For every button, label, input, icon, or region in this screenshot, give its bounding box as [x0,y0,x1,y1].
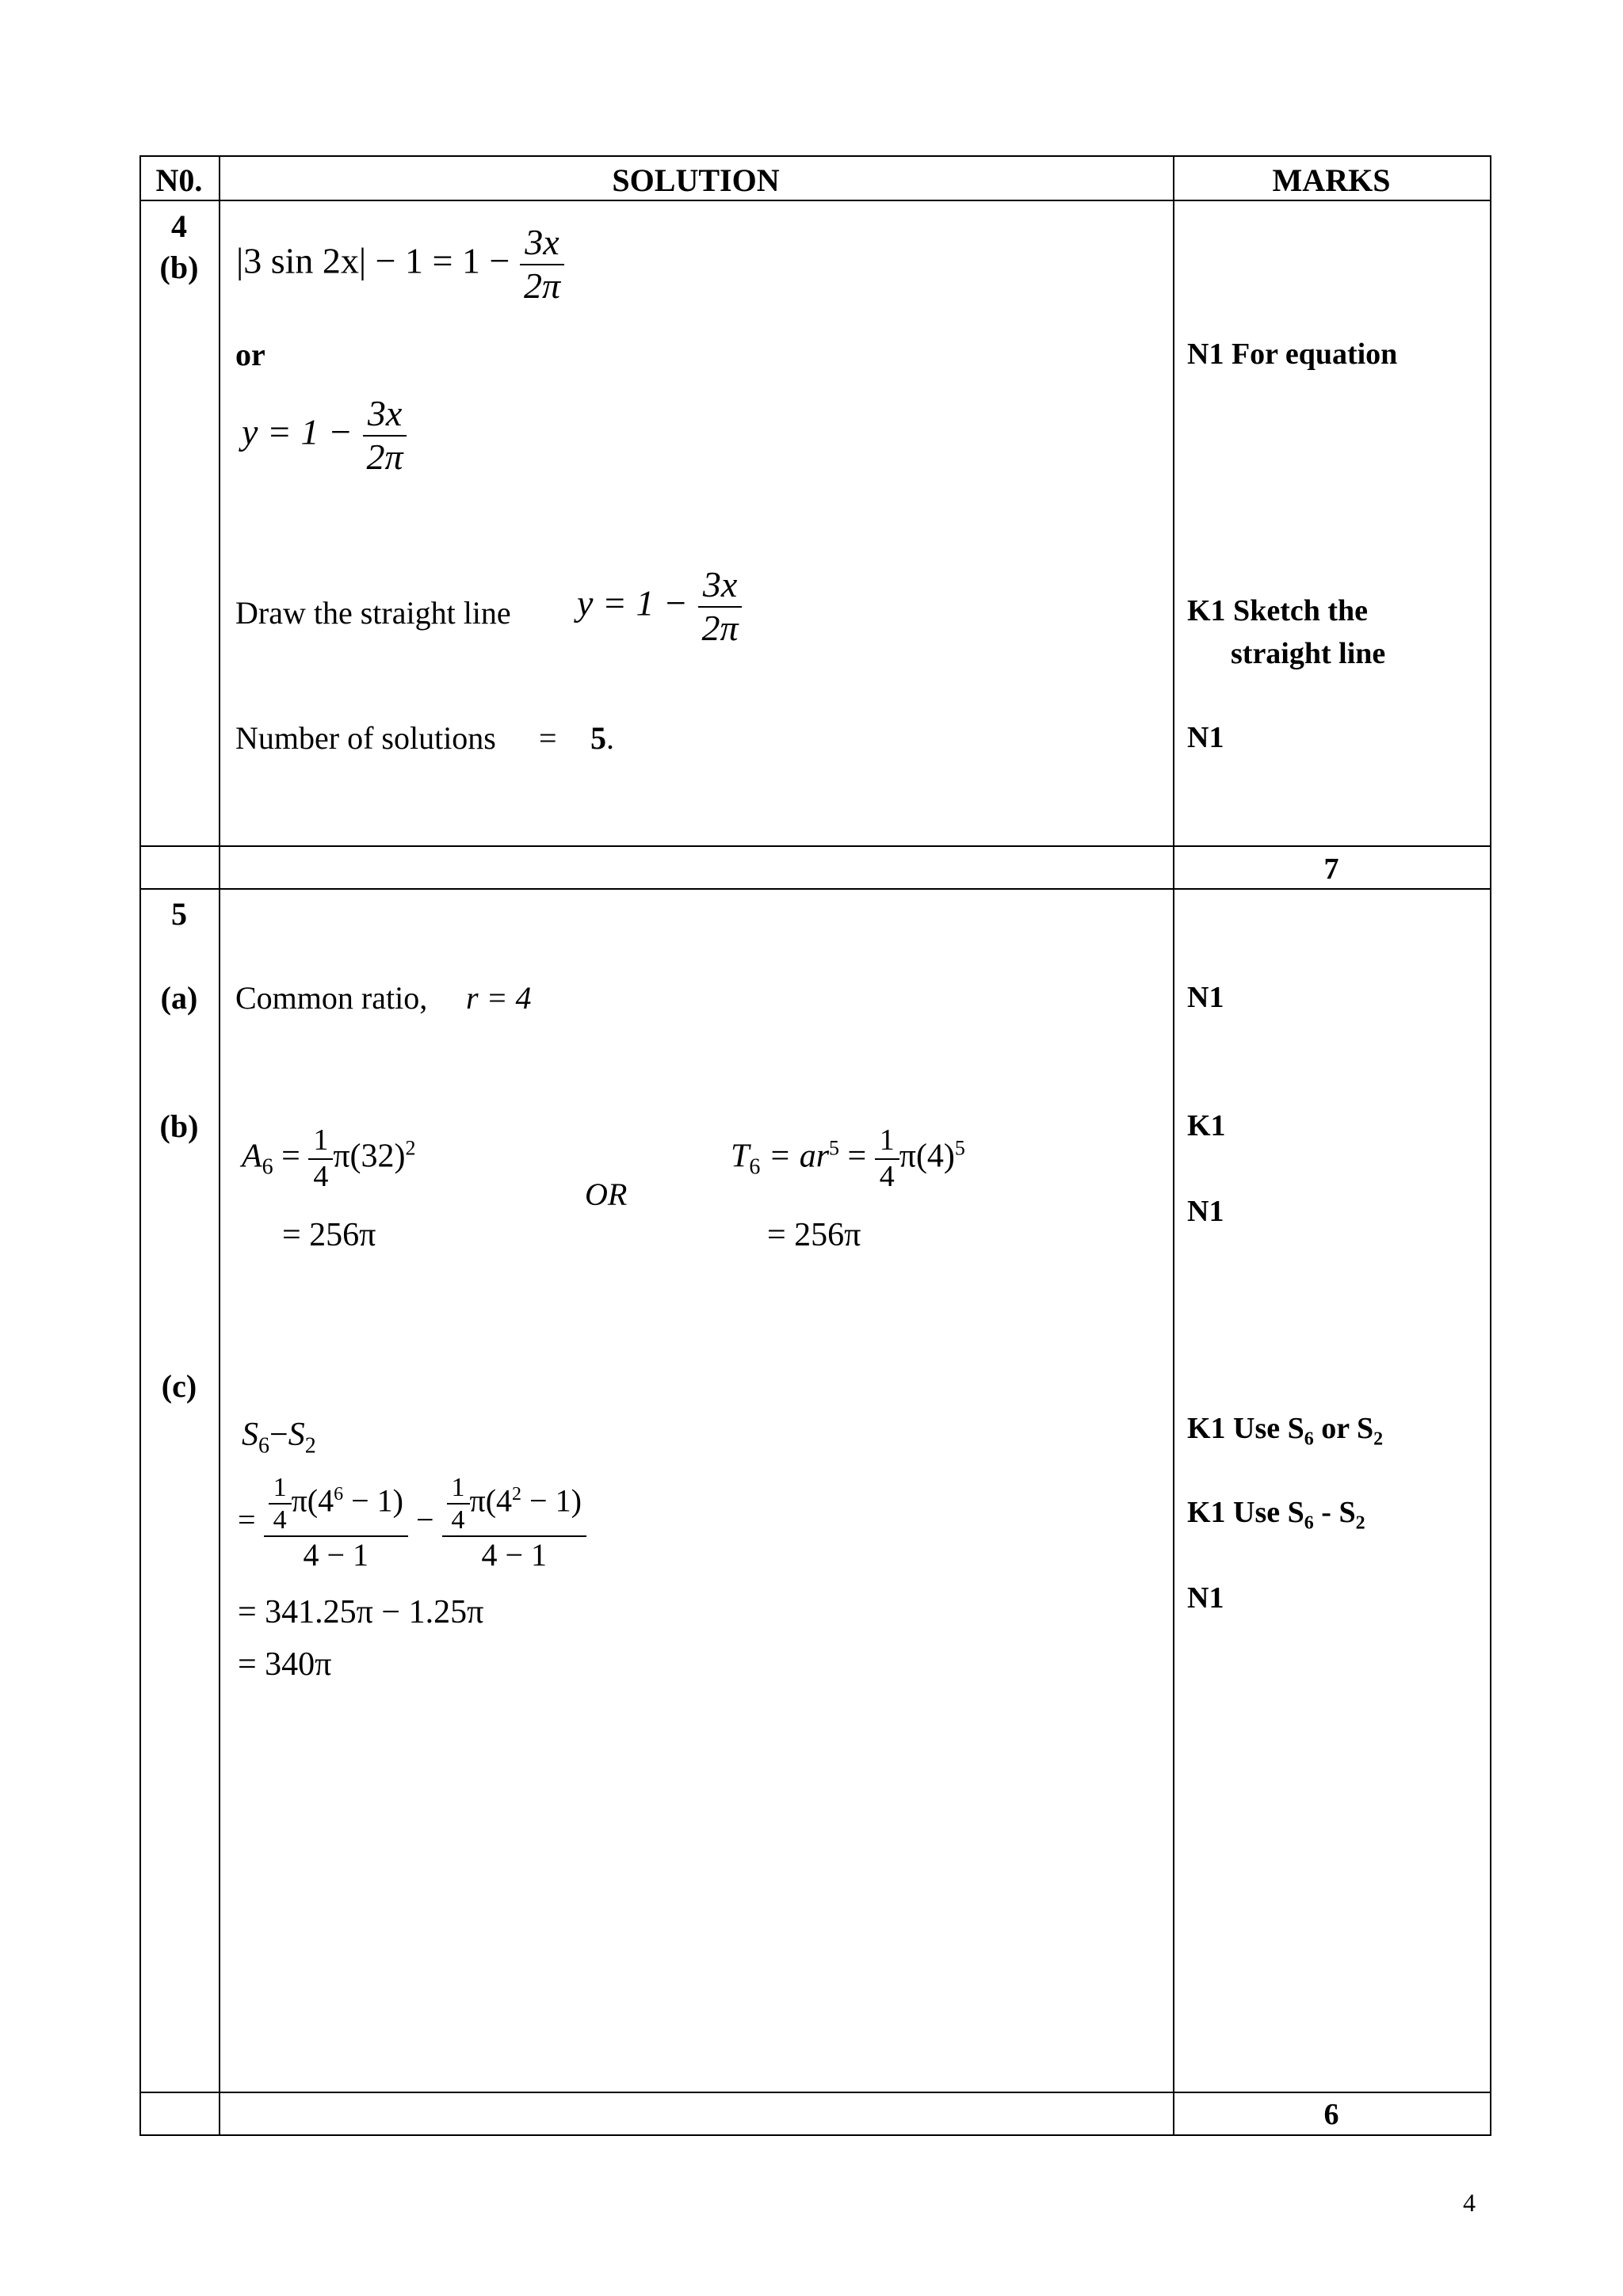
b-left-sub: 6 [262,1154,273,1180]
c-frac-2-tail: − 1) [521,1482,582,1519]
b-left-rest: π(32) [333,1138,406,1175]
c-minus-2: − [415,1501,434,1538]
header-no: N0. [155,162,203,198]
c-frac-1 [264,1472,408,1573]
q4-end-line [139,845,1491,847]
c-S6-sub: 6 [258,1433,269,1459]
column-divider-1 [219,155,220,2136]
c-frac-2-sup: 2 [512,1483,522,1505]
c-equals: = [238,1501,256,1538]
b-right-quarter [875,1123,899,1194]
b-right-rest: π(4) [899,1138,955,1175]
q4-total: 7 [1323,852,1339,886]
q4-number: 4 [171,208,187,244]
c-frac-2-rest: π(4 [469,1482,513,1519]
q5a-text: Common ratio, [235,980,428,1016]
eq2-fraction [362,393,408,479]
eq1-fraction [519,222,565,307]
eq3-denominator: 2π [701,607,739,648]
c-mark-1-text: K1 Use S [1187,1412,1304,1445]
solutions-dot: . [606,720,614,756]
c-frac-2 [442,1472,586,1573]
c-frac-2-one: 1 [447,1472,470,1505]
q5a-equation: r = 4 [466,980,532,1016]
eq1-numerator: 3x [520,222,563,265]
q4-solutions-value [590,720,614,756]
eq3-fraction [697,564,743,650]
table-border-bottom [139,2134,1491,2136]
b-right-T: T [731,1138,750,1175]
c-frac-1-den: 4 − 1 [303,1537,369,1573]
c-mark-2-text: K1 Use S [1187,1496,1304,1529]
c-frac-1-four: 4 [273,1505,287,1535]
c-frac-2-den: 4 − 1 [481,1537,548,1573]
c-mark-1-mid: or S [1313,1412,1374,1445]
q5-part-a: (a) [160,980,198,1016]
b-right-sup: 5 [829,1136,840,1160]
c-S6: S [242,1417,258,1453]
q5a-mark: N1 [1187,981,1224,1014]
solutions-number: 5 [590,720,606,756]
b-right-equals: = [847,1138,867,1175]
b-left-sup: 2 [405,1136,416,1160]
header-solution: SOLUTION [612,162,780,198]
b-left-four: 4 [313,1159,329,1193]
q4-draw-text: Draw the straight line [235,595,511,631]
table-border-left [139,155,141,2136]
c-mark-2-sub2: 2 [1355,1512,1365,1534]
q5-part-c: (c) [161,1368,197,1404]
b-left-A: A [242,1138,262,1175]
q5c-mark-1 [1187,1413,1383,1449]
c-mark-1-sub1: 6 [1304,1428,1314,1450]
q5b-or: OR [585,1177,628,1212]
q5c-line-3: = 341.25π − 1.25π [238,1594,484,1630]
q4-equation-3 [577,564,743,650]
q5-number: 5 [171,896,187,932]
c-frac-2-num [442,1472,586,1537]
table-border-top [139,155,1491,157]
eq2-lhs: y = 1 − [242,411,353,452]
b-left-equals: = [281,1138,300,1175]
eq3-lhs: y = 1 − [577,582,688,624]
b-left-one: 1 [308,1123,333,1160]
b-right-sub: 6 [749,1154,761,1180]
header-divider [139,200,1491,201]
eq3-numerator: 3x [698,564,742,608]
c-frac-2-quarter [447,1472,470,1535]
q4-mark-n1: N1 [1187,721,1224,754]
c-minus: − [269,1417,288,1453]
q5b-left-equation [242,1123,416,1194]
c-S2: S [288,1417,305,1453]
b-right-mid: = ar [768,1138,830,1175]
page-number: 4 [1463,2188,1476,2217]
c-frac-1-tail: − 1) [343,1482,403,1519]
q5c-fraction-expression [238,1472,586,1573]
q5b-right-equation [731,1123,965,1194]
q5c-line-4: = 340π [238,1646,332,1683]
q5-end-line [139,2092,1491,2093]
b-right-sup2: 5 [954,1136,965,1160]
q4-part-b: (b) [159,250,199,285]
c-mark-1-sub2: 2 [1373,1428,1384,1450]
c-frac-2-four: 4 [451,1505,465,1535]
q4-mark-equation: N1 For equation [1187,338,1398,371]
q5b-mark-1: K1 [1187,1109,1226,1142]
q4-total-line [139,888,1491,890]
c-frac-1-num [264,1472,408,1537]
eq2-denominator: 2π [366,436,403,477]
eq1-lhs: |3 sin 2x| − 1 = 1 − [236,240,510,281]
q4-solutions-text: Number of solutions [235,720,496,756]
c-frac-1-one: 1 [269,1472,292,1505]
q5-part-b: (b) [159,1108,199,1144]
b-right-four: 4 [879,1159,895,1193]
c-frac-1-sup: 6 [334,1483,344,1505]
c-frac-1-quarter [269,1472,292,1535]
q5b-right-result: = 256π [767,1217,861,1253]
q5c-difference [242,1418,316,1457]
q4-solutions-eq: = [539,720,557,756]
q4-mark-sketch-2: straight line [1231,637,1386,670]
b-right-one: 1 [875,1123,899,1160]
c-frac-1-rest: π(4 [291,1482,334,1519]
q5-total: 6 [1323,2098,1339,2131]
table-border-right [1490,155,1491,2136]
c-mark-2-sub1: 6 [1304,1512,1314,1534]
q4-mark-sketch-1: K1 Sketch the [1187,594,1368,627]
q4-equation-1 [236,222,565,307]
c-mark-2-mid: - S [1313,1496,1356,1529]
q5c-mark-2 [1187,1497,1365,1533]
q5c-mark-3: N1 [1187,1581,1224,1615]
q4-equation-2 [242,393,408,479]
column-divider-2 [1173,155,1174,2136]
q5b-left-result: = 256π [282,1217,376,1253]
eq1-denominator: 2π [523,265,560,306]
eq2-numerator: 3x [363,393,407,437]
c-S2-sub: 2 [304,1433,316,1459]
q5b-mark-2: N1 [1187,1195,1224,1228]
q4-or-label: or [235,337,265,372]
header-marks: MARKS [1272,162,1391,198]
b-left-quarter [308,1123,333,1194]
